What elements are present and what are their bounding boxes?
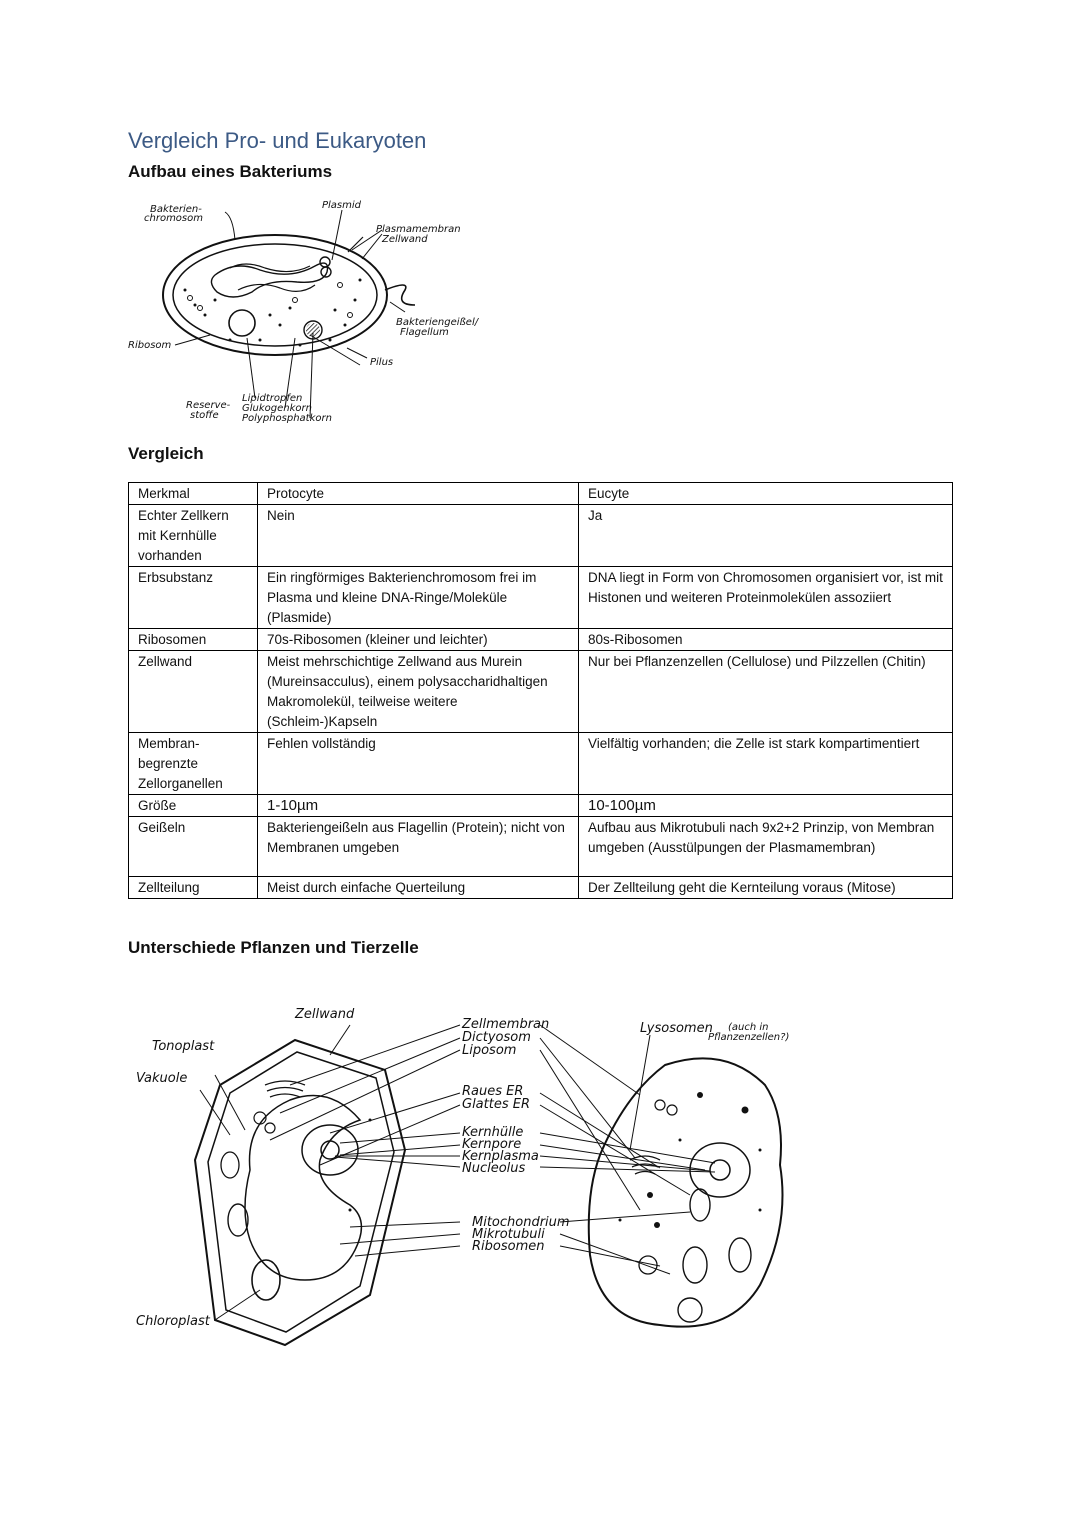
label-smooth-er: Glattes ER	[462, 1097, 530, 1112]
heading-bacterium: Aufbau eines Bakteriums	[128, 162, 333, 181]
cell-feature: Ribosomen	[129, 629, 258, 651]
cell-feature: Zellteilung	[129, 877, 258, 899]
table-row	[129, 651, 953, 733]
cell-eucyte: Ja	[579, 505, 953, 567]
cell-eucyte: Vielfältig vorhanden; die Zelle ist stark kompartimentiert	[579, 733, 953, 795]
membrane-outline	[173, 244, 377, 346]
label-lysosome-note-1: (auch in	[728, 1022, 769, 1033]
cell-feature: Echter Zellkern mit Kernhülle vorhanden	[129, 505, 258, 567]
cell-eucyte: DNA liegt in Form von Chromosomen organisiert vor, ist mit Histonen und weiteren Proteinmolekülen assoziiert	[579, 567, 953, 629]
label-lysosomes: Lysosomen	[640, 1021, 713, 1036]
label-ribosome: Ribosom	[128, 340, 172, 351]
label-cell-wall: Zellwand	[382, 234, 428, 245]
label-plant-cell-wall: Zellwand	[295, 1007, 355, 1022]
plant-cell-wall	[195, 1040, 405, 1345]
cell-protocyte: Meist mehrschichtige Zellwand aus Murein (Mureinsacculus), einem polysaccharidhaltigen Makromolekül, teilweise weitere (Schleim-)Kapseln	[258, 651, 579, 733]
label-lysosome-note-2: Pflanzenzellen?)	[708, 1032, 790, 1043]
label-chromosome-2: chromosom	[144, 213, 203, 224]
cell-eucyte: Nur bei Pflanzenzellen (Cellulose) und Pilzzellen (Chitin)	[579, 651, 953, 733]
label-nuclear-pore: Kernpore	[462, 1137, 522, 1152]
cell-protocyte: Nein	[258, 505, 579, 567]
label-ribosomes: Ribosomen	[472, 1239, 545, 1254]
cell-eucyte: 10-100µm	[579, 795, 953, 817]
label-chromosome-1: Bakterien-	[150, 204, 202, 215]
cell-protocyte: Meist durch einfache Querteilung	[258, 877, 579, 899]
label-mitochondrion: Mitochondrium	[472, 1215, 570, 1230]
cell-feature: Größe	[129, 795, 258, 817]
label-vacuole: Vakuole	[136, 1071, 188, 1086]
header-eucyte: Eucyte	[579, 483, 953, 505]
page-title: Vergleich Pro- und Eukaryoten	[128, 128, 427, 153]
cell-protocyte: 1-10µm	[258, 795, 579, 817]
header-protocyte: Protocyte	[258, 483, 579, 505]
table-row	[129, 817, 953, 877]
label-chloroplast: Chloroplast	[136, 1314, 210, 1329]
label-reserve-1: Reserve-	[186, 400, 231, 411]
table-row	[129, 877, 953, 899]
cell-feature: Erbsubstanz	[129, 567, 258, 629]
label-nucleoplasm: Kernplasma	[462, 1149, 539, 1164]
label-tonoplast: Tonoplast	[152, 1039, 215, 1054]
table-row	[129, 505, 953, 567]
label-microtubules: Mikrotubuli	[472, 1227, 545, 1242]
label-pilus: Pilus	[370, 357, 394, 368]
heading-comparison: Vergleich	[128, 444, 204, 463]
comparison-table	[128, 482, 953, 899]
table-row	[129, 629, 953, 651]
table-row	[129, 795, 953, 817]
cell-feature: Membran-begrenzte Zellorganellen	[129, 733, 258, 795]
label-glycogen: Glukogenkorn	[242, 403, 312, 414]
cell-protocyte: Ein ringförmiges Bakterienchromosom frei im Plasma und kleine DNA-Ringe/Moleküle (Plasmide)	[258, 567, 579, 629]
table-row	[129, 567, 953, 629]
label-plasma-membrane: Plasmamembran	[376, 224, 461, 235]
label-nuclear-envelope: Kernhülle	[462, 1125, 524, 1140]
label-cell-membrane: Zellmembran	[462, 1017, 550, 1032]
label-plasmid: Plasmid	[322, 200, 362, 211]
heading-cells: Unterschiede Pflanzen und Tierzelle	[128, 938, 419, 957]
table-header-row	[129, 483, 953, 505]
label-liposome: Liposom	[462, 1043, 517, 1058]
cell-feature: Geißeln	[129, 817, 258, 877]
label-reserve-2: stoffe	[190, 410, 219, 421]
label-dictyosome: Dictyosom	[462, 1030, 531, 1045]
cell-protocyte: 70s-Ribosomen (kleiner und leichter)	[258, 629, 579, 651]
cell-feature: Zellwand	[129, 651, 258, 733]
header-feature: Merkmal	[129, 483, 258, 505]
cell-protocyte: Bakteriengeißeln aus Flagellin (Protein); nicht von Membranen umgeben	[258, 817, 579, 877]
label-rough-er: Raues ER	[462, 1084, 524, 1099]
cell-wall-outline	[163, 235, 387, 355]
table-row	[129, 733, 953, 795]
label-lipid: Lipidtropfen	[242, 393, 303, 404]
label-nucleolus: Nucleolus	[462, 1161, 526, 1176]
cells-diagram	[120, 990, 820, 1360]
cell-eucyte: 80s-Ribosomen	[579, 629, 953, 651]
bacterium-diagram	[120, 190, 540, 440]
label-flagellum-2: Flagellum	[400, 327, 449, 338]
cell-eucyte: Aufbau aus Mikrotubuli nach 9x2+2 Prinzip, von Membran umgeben (Ausstülpungen der Plasmamembran)	[579, 817, 953, 877]
label-flagellum-1: Bakteriengeißel/	[396, 317, 479, 328]
label-polyphosphate: Polyphosphatkorn	[242, 413, 332, 424]
cell-protocyte: Fehlen vollständig	[258, 733, 579, 795]
cell-eucyte: Der Zellteilung geht die Kernteilung voraus (Mitose)	[579, 877, 953, 899]
